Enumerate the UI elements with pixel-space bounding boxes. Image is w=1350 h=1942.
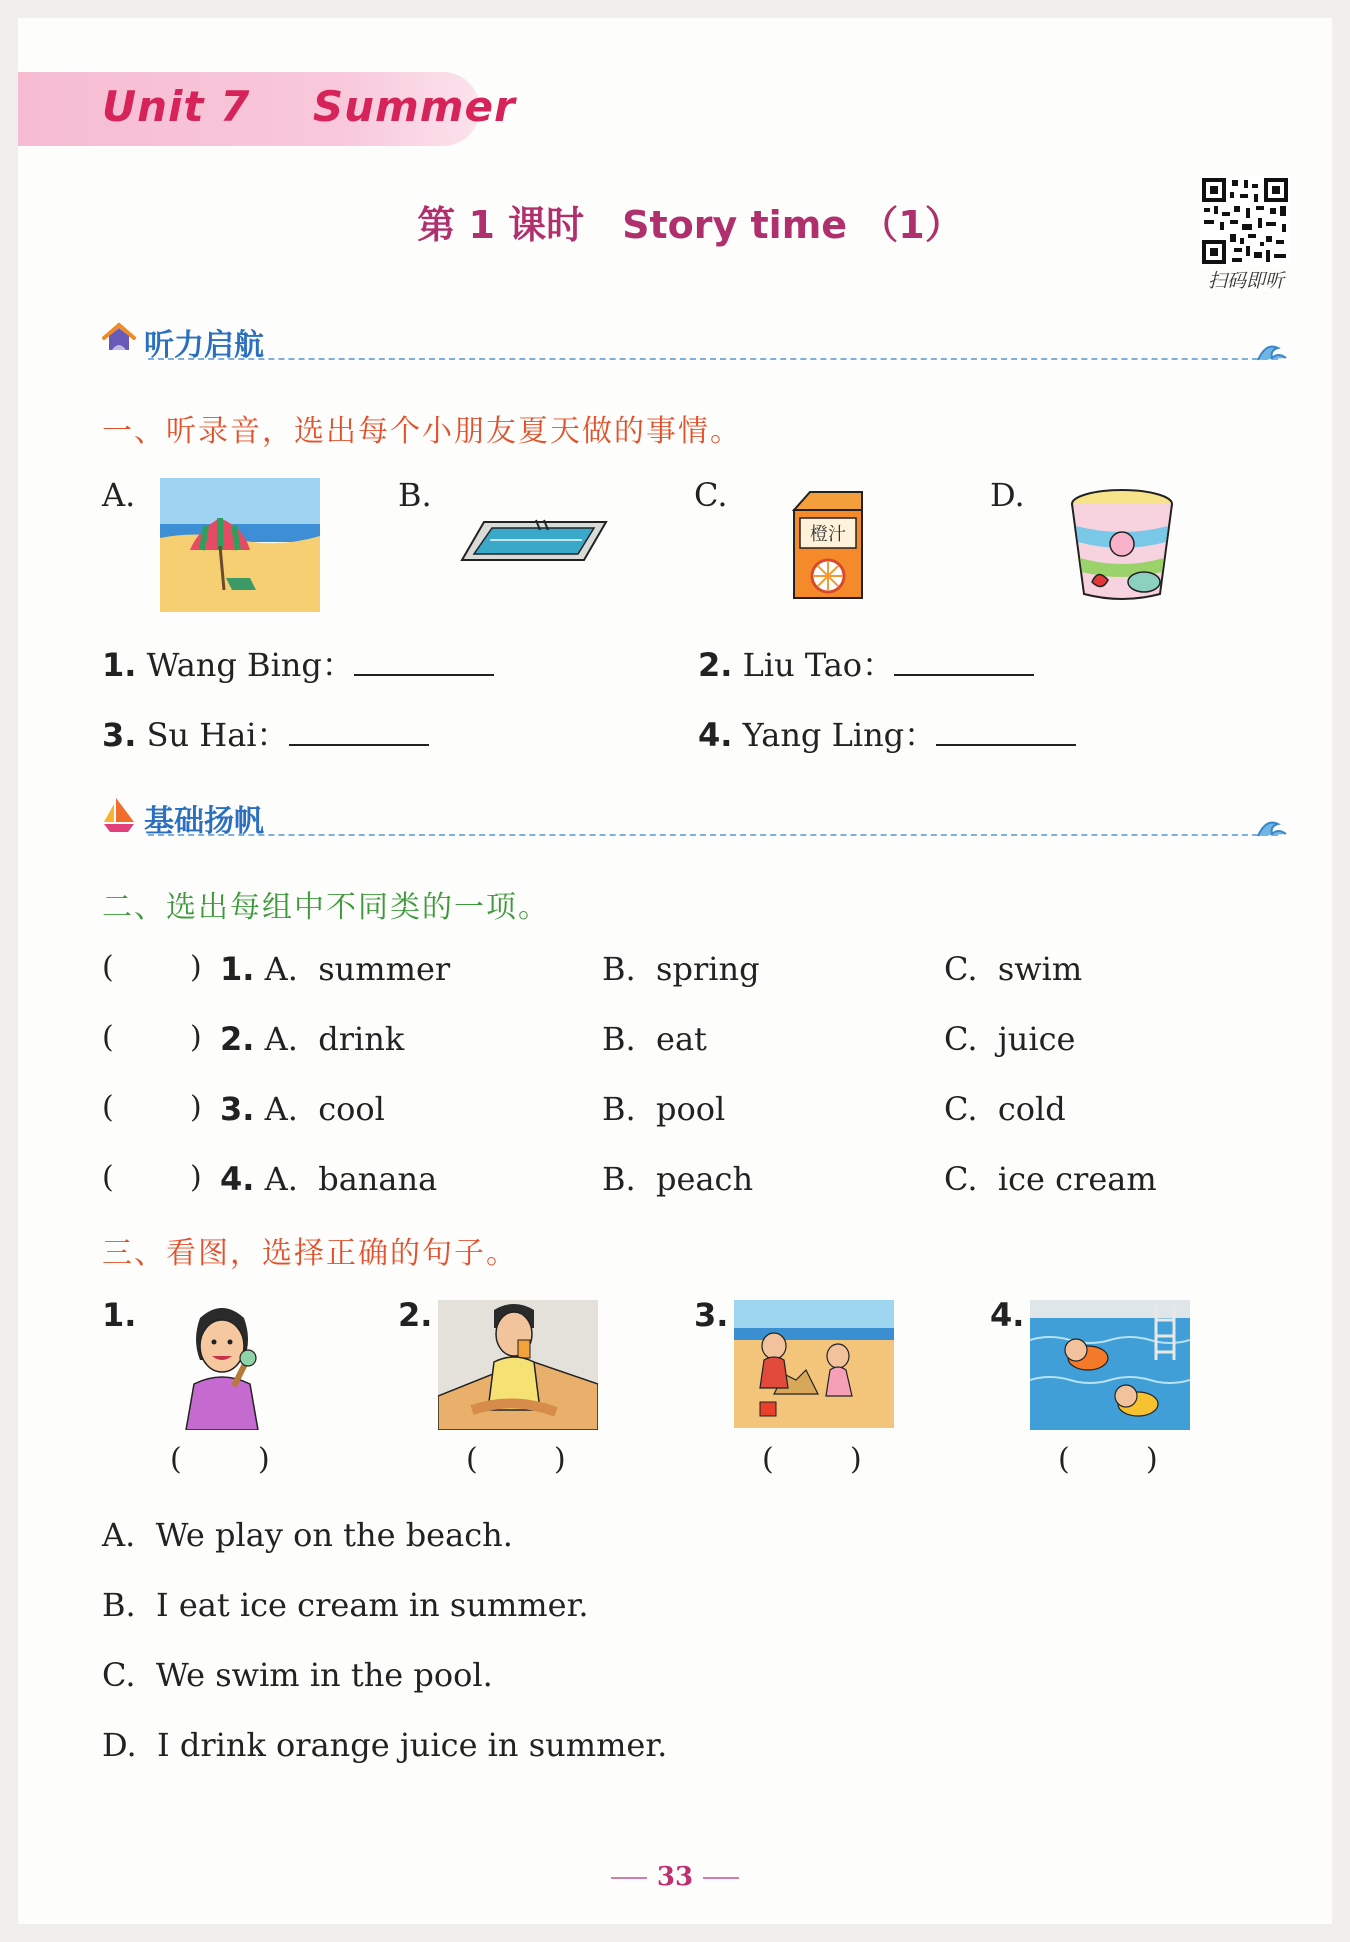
answer-paren-3[interactable]: ( ) [762, 1442, 862, 1477]
item-2-b: B. eat [602, 1020, 707, 1058]
item-4-c: C. ice cream [944, 1160, 1157, 1198]
option-letter-a: A. [102, 476, 136, 514]
orange-juice-carton-icon [786, 488, 870, 602]
footer-rule [703, 1877, 739, 1879]
picture-number-2: 2. [398, 1296, 433, 1334]
item-1-c: C. swim [944, 950, 1083, 988]
kids-playing-on-beach-icon [734, 1300, 894, 1428]
listening-instruction: 一、听录音，选出每个小朋友夏天做的事情。 [102, 414, 742, 449]
item-4-b: B. peach [602, 1160, 754, 1198]
ice-cream-cup-icon [1068, 486, 1176, 604]
option-letter-b: B. [398, 476, 432, 514]
question-4: 4. Yang Ling： [698, 710, 1076, 756]
picture-number-4: 4. [990, 1296, 1025, 1334]
item-2-a: 2. A. drink [220, 1020, 405, 1058]
option-letter-d: D. [990, 476, 1025, 514]
sailboat-icon [102, 796, 136, 834]
unit-heading: Unit 7 Summer [102, 82, 516, 131]
answer-blank-1[interactable] [354, 644, 494, 676]
answer-paren[interactable]: ( ) [102, 1020, 202, 1055]
section-title-listening: 听力启航 [144, 328, 264, 363]
swimming-pool-icon [460, 518, 608, 564]
answer-paren-4[interactable]: ( ) [1058, 1442, 1158, 1477]
sentence-d: D. I drink orange juice in summer. [102, 1726, 668, 1764]
item-3-c: C. cold [944, 1090, 1066, 1128]
item-1-b: B. spring [602, 950, 760, 988]
option-letter-c: C. [694, 476, 728, 514]
answer-blank-2[interactable] [894, 644, 1034, 676]
item-4-a: 4. A. banana [220, 1160, 438, 1198]
footer-rule [611, 1877, 647, 1879]
question-1: 1. Wang Bing： [102, 640, 494, 686]
item-1-a: 1. A. summer [220, 950, 451, 988]
beach-umbrella-icon [160, 478, 320, 612]
qr-caption: 扫码即听 [1207, 270, 1284, 292]
answer-blank-4[interactable] [936, 714, 1076, 746]
picture-number-1: 1. [102, 1296, 137, 1334]
sentence-b: B. I eat ice cream in summer. [102, 1586, 589, 1624]
answer-paren-1[interactable]: ( ) [170, 1442, 270, 1477]
house-icon [102, 322, 136, 354]
answer-paren[interactable]: ( ) [102, 1160, 202, 1195]
section-divider [148, 358, 1278, 360]
sentence-a: A. We play on the beach. [102, 1516, 513, 1554]
answer-blank-3[interactable] [289, 714, 429, 746]
answer-paren[interactable]: ( ) [102, 1090, 202, 1125]
carton-label: 橙汁 [810, 524, 846, 545]
girl-eating-ice-cream-icon [160, 1300, 284, 1430]
section-divider [148, 834, 1278, 836]
page-number: 33 [0, 1862, 1350, 1892]
item-3-a: 3. A. cool [220, 1090, 385, 1128]
kids-swimming-in-pool-icon [1030, 1300, 1190, 1430]
question-3: 3. Su Hai： [102, 710, 429, 756]
qr-code-icon[interactable] [1200, 176, 1290, 266]
lesson-title: 第 1 课时 Story time （1） [417, 203, 963, 247]
basics-instruction: 二、选出每组中不同类的一项。 [102, 890, 550, 925]
section-title-basics: 基础扬帆 [144, 804, 264, 839]
answer-paren-2[interactable]: ( ) [466, 1442, 566, 1477]
boy-drinking-juice-icon [438, 1300, 598, 1430]
item-3-b: B. pool [602, 1090, 726, 1128]
answer-paren[interactable]: ( ) [102, 950, 202, 985]
pictures-instruction: 三、看图，选择正确的句子。 [102, 1236, 518, 1271]
wave-icon [1256, 338, 1288, 364]
sentence-c: C. We swim in the pool. [102, 1656, 493, 1694]
item-2-c: C. juice [944, 1020, 1076, 1058]
wave-icon [1256, 814, 1288, 840]
question-2: 2. Liu Tao： [698, 640, 1034, 686]
picture-number-3: 3. [694, 1296, 729, 1334]
